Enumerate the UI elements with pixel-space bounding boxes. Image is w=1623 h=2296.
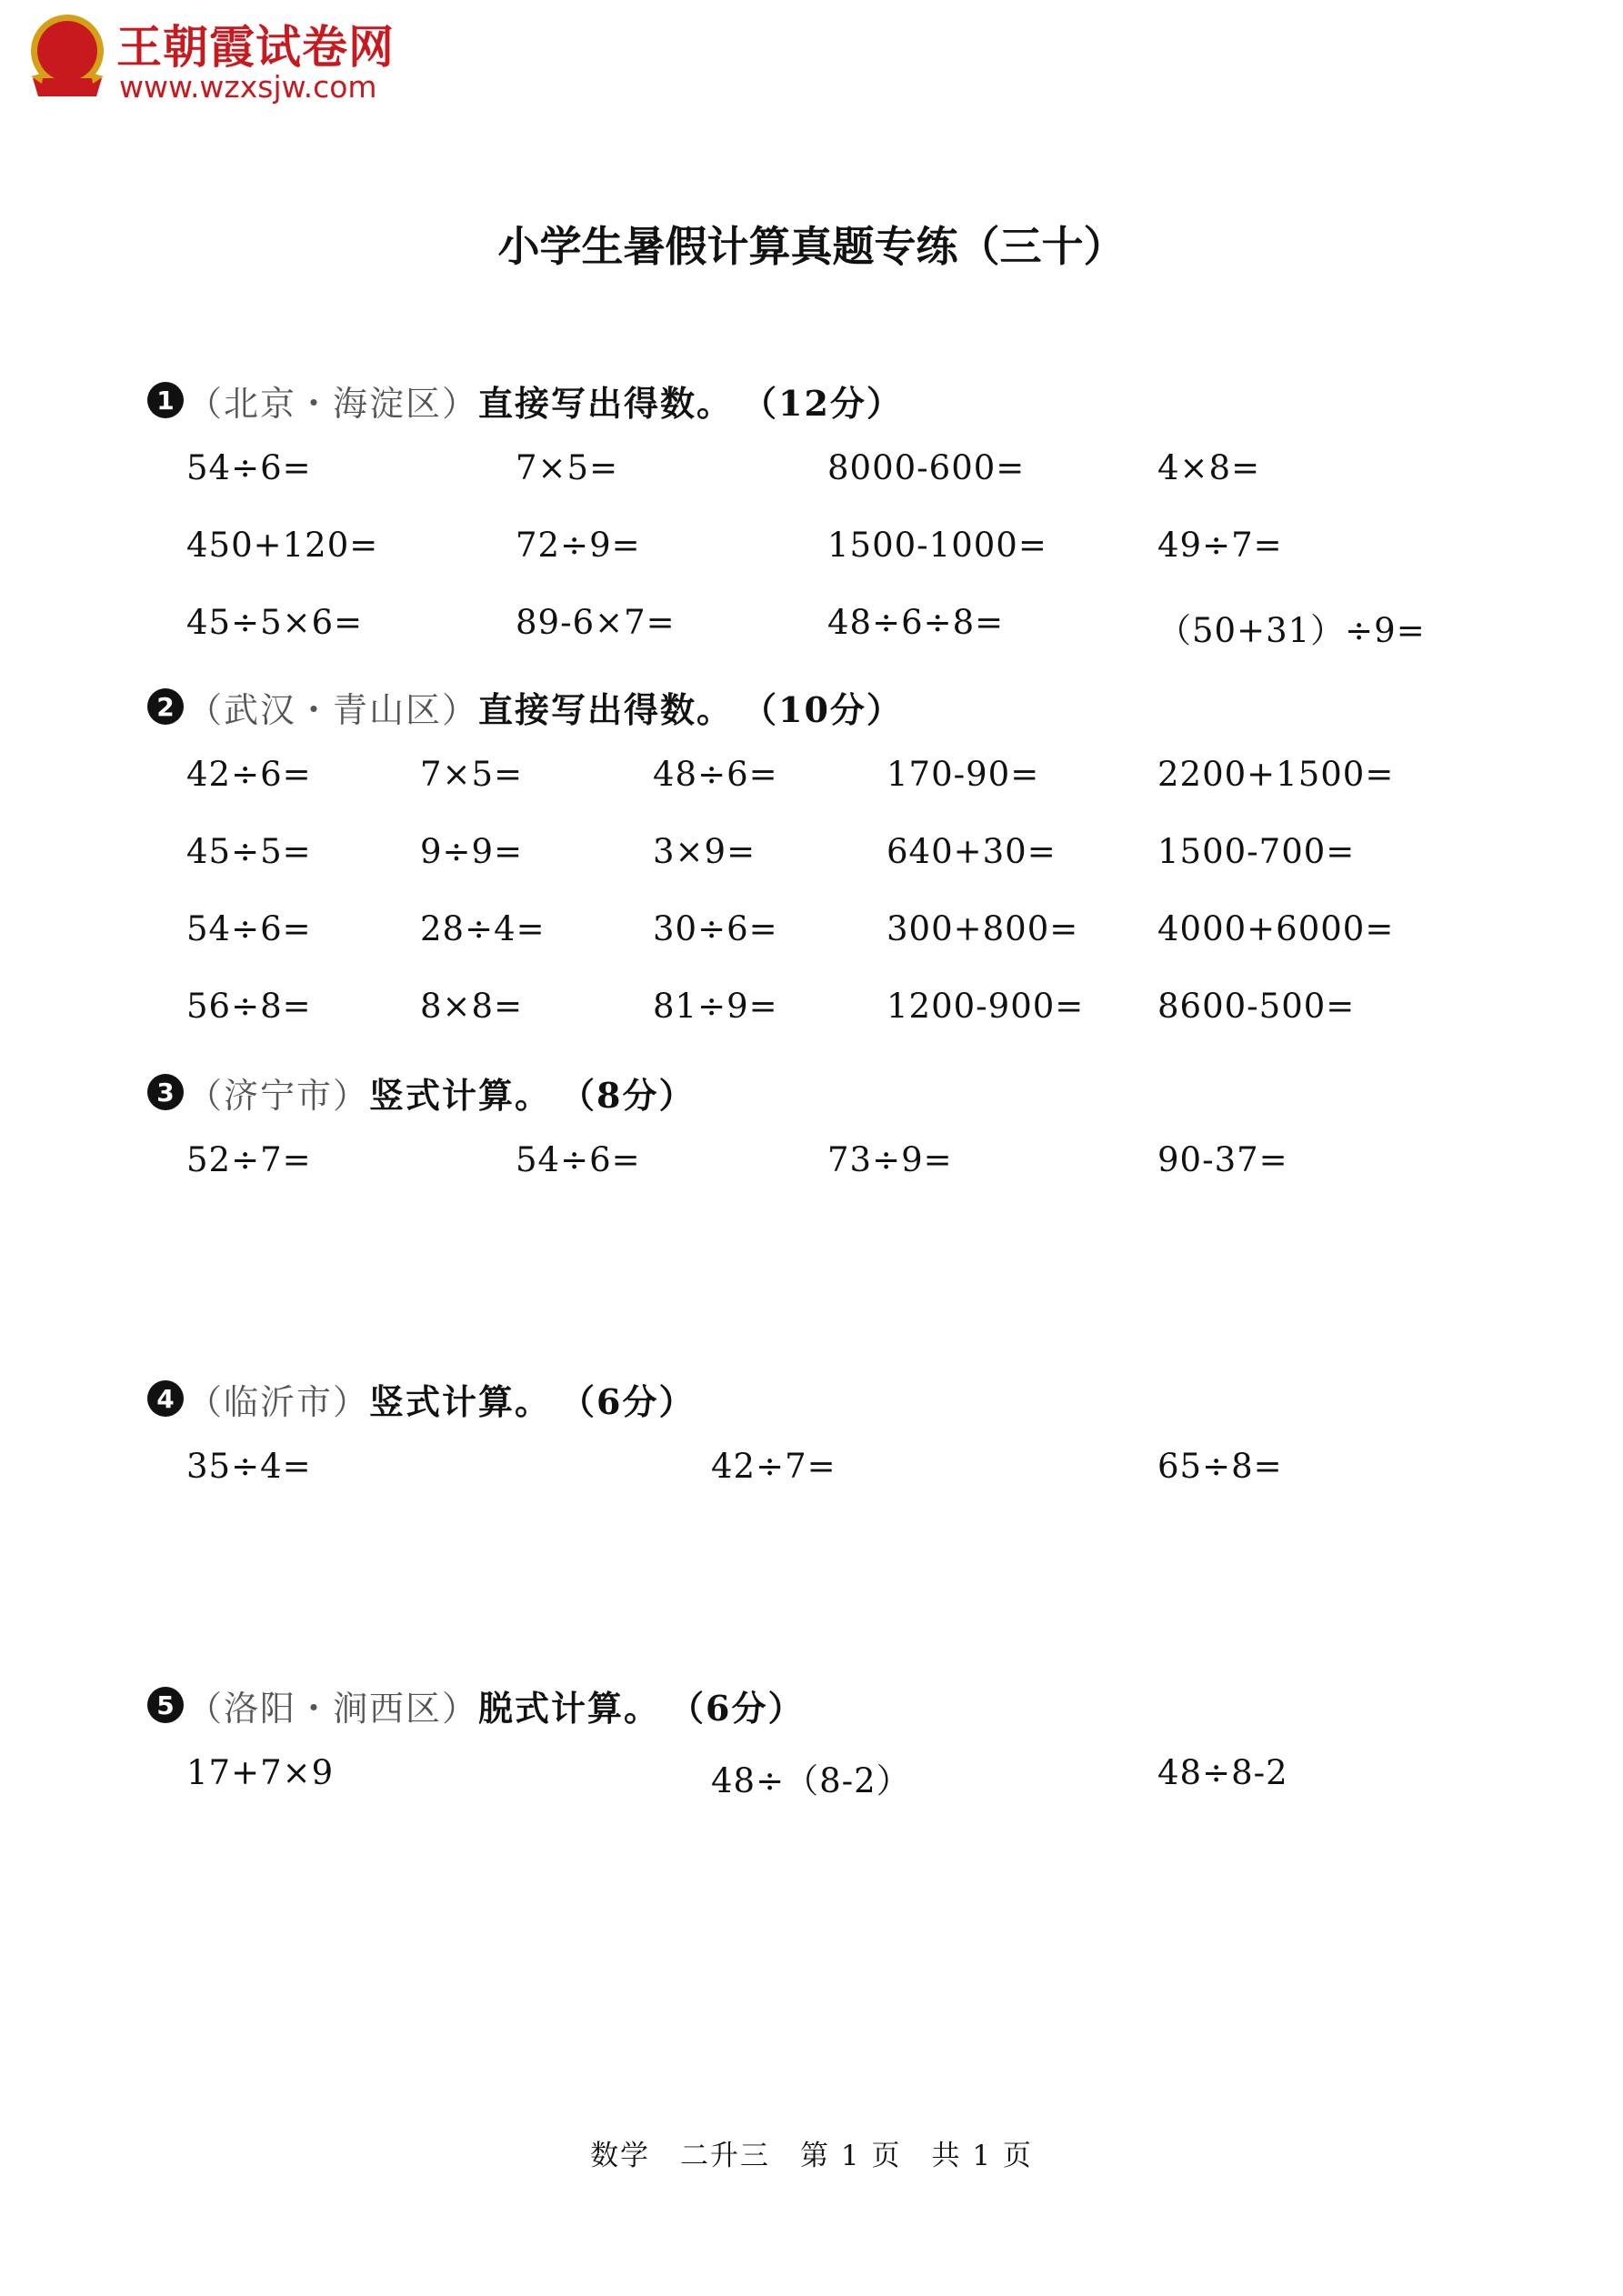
problem: 54÷6= — [186, 909, 312, 948]
problem: 42÷6= — [186, 755, 312, 794]
problem: 7×5= — [516, 448, 619, 487]
problem: 48÷（8-2） — [711, 1761, 911, 1800]
section-source: （北京・海淀区） — [187, 383, 479, 424]
problem: 17+7×9 — [186, 1753, 335, 1792]
problem: 48÷6= — [653, 755, 778, 794]
section-5-header — [147, 1682, 804, 1728]
site-logo — [25, 7, 535, 107]
problem: 45÷5×6= — [186, 603, 364, 642]
problem: 73÷9= — [827, 1140, 953, 1179]
section-instruction: 竖式计算。 — [369, 1075, 552, 1116]
problem: 4×8= — [1157, 448, 1261, 487]
section-1-header — [147, 377, 903, 423]
section-score: （6分） — [560, 1380, 696, 1422]
section-instruction: 脱式计算。 — [478, 1688, 661, 1729]
problem: 35÷4= — [186, 1447, 312, 1486]
problem: 89-6×7= — [516, 603, 676, 642]
problem: 170-90= — [887, 755, 1040, 794]
problem: 8×8= — [420, 987, 524, 1026]
section-number-badge: 1 — [147, 382, 184, 418]
section-instruction: 竖式计算。 — [369, 1381, 552, 1422]
problem: 1200-900= — [887, 987, 1085, 1026]
problem: 4000+6000= — [1157, 909, 1395, 948]
problem: 48÷8-2 — [1157, 1753, 1288, 1792]
problem: 54÷6= — [516, 1140, 641, 1179]
problem: 54÷6= — [186, 448, 312, 487]
section-4-header — [147, 1376, 695, 1421]
problem: 48÷6÷8= — [827, 603, 1005, 642]
section-instruction: 直接写出得数。 — [478, 383, 734, 424]
problem: 2200+1500= — [1157, 755, 1395, 794]
problem: 56÷8= — [186, 987, 312, 1026]
problem: 30÷6= — [653, 909, 778, 948]
problem: 45÷5= — [186, 832, 312, 871]
problem: 28÷4= — [420, 909, 546, 948]
problem: 8600-500= — [1157, 987, 1356, 1026]
problem: 49÷7= — [1157, 526, 1283, 565]
page-footer: 数学 二升三 第 1 页 共 1 页 — [590, 2140, 1033, 2172]
problem: （50+31）÷9= — [1157, 611, 1426, 650]
problem: 7×5= — [420, 755, 524, 794]
logo-url[interactable]: www.wzxsjw.com — [119, 69, 377, 105]
section-score: （10分） — [742, 688, 903, 730]
problem: 640+30= — [887, 832, 1057, 871]
logo-emblem-icon — [25, 13, 109, 104]
section-source: （武汉・青山区） — [187, 689, 479, 730]
logo-title: 王朝霞试卷网 — [116, 21, 395, 74]
section-number-badge: 3 — [147, 1074, 184, 1110]
section-number-badge: 5 — [147, 1687, 184, 1723]
problem: 8000-600= — [827, 448, 1026, 487]
problem: 72÷9= — [516, 526, 641, 565]
section-2-header — [147, 684, 903, 729]
section-instruction: 直接写出得数。 — [478, 689, 734, 730]
section-number-badge: 4 — [147, 1380, 184, 1417]
section-score: （6分） — [669, 1687, 805, 1729]
problem: 450+120= — [186, 526, 379, 565]
problem: 42÷7= — [711, 1447, 837, 1486]
page-title: 小学生暑假计算真题专练（三十） — [497, 222, 1126, 271]
section-3-header — [147, 1069, 695, 1115]
problem: 300+800= — [887, 909, 1079, 948]
section-source: （洛阳・涧西区） — [187, 1688, 479, 1729]
problem: 52÷7= — [186, 1140, 312, 1179]
section-score: （12分） — [742, 382, 903, 424]
section-score: （8分） — [560, 1074, 696, 1116]
problem: 90-37= — [1157, 1140, 1288, 1179]
section-source: （济宁市） — [187, 1075, 370, 1116]
section-number-badge: 2 — [147, 688, 184, 725]
problem: 1500-700= — [1157, 832, 1356, 871]
problem: 3×9= — [653, 832, 756, 871]
problem: 9÷9= — [420, 832, 524, 871]
problem: 65÷8= — [1157, 1447, 1283, 1486]
problem: 1500-1000= — [827, 526, 1047, 565]
section-source: （临沂市） — [187, 1381, 370, 1422]
problem: 81÷9= — [653, 987, 778, 1026]
